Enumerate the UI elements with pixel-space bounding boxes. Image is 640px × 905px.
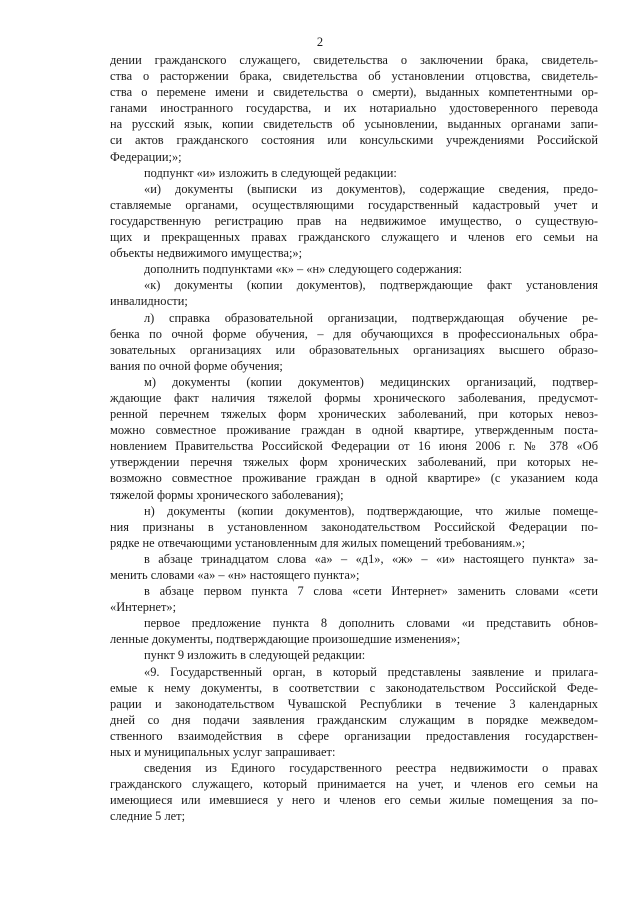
text-line: дней со дня подачи заявления гражданским служащим в порядке межведом- xyxy=(110,712,598,727)
text-line: ренной перечнем тяжелых форм хронических заболеваний, при которых невоз- xyxy=(110,407,598,422)
text-line: дополнить подпунктами «к» – «н» следующего содержания: xyxy=(144,262,463,277)
text-line: емые к нему документы, в соответствии с законодательством Российской Феде- xyxy=(110,680,598,695)
text-line: объекты недвижимого имущества;»; xyxy=(110,246,303,261)
text-line: первое предложение пункта 8 дополнить словами «и представить обнов- xyxy=(144,616,598,631)
text-line: инвалидности; xyxy=(110,294,188,309)
text-line: щих и прекращенных правах гражданского служащего и членов его семьи на xyxy=(110,230,598,245)
text-line: возможно совместное проживание граждан в одной квартире» (с указанием кода xyxy=(110,471,598,486)
text-line: н) документы (копии документов), подтверждающие, что жилые помеще- xyxy=(144,503,598,518)
text-line: тяжелой формы хронического заболевания); xyxy=(110,487,344,502)
text-line: бенка по очной форме обучения, – для обучающихся в профессиональных обра- xyxy=(110,326,598,341)
text-line: можно совместное проживание граждан в одной квартире, утвержденным поста- xyxy=(110,423,598,438)
text-line: имеющиеся или имевшиеся у него и членов его семьи жилые помещения за по- xyxy=(110,793,598,808)
text-line: м) документы (копии документов) медицинских организаций, подтвер- xyxy=(144,374,598,389)
text-line: си актов гражданского состояния или консульскими учреждениями Российской xyxy=(110,133,598,148)
text-line: ственного взаимодействия в сфере организации предоставления государствен- xyxy=(110,728,598,743)
text-line: на русский язык, копии свидетельств об усыновлении, выданных органами запи- xyxy=(110,117,598,132)
text-line: ставляемые органами, осуществляющими государственный кадастровый учет и xyxy=(110,197,598,212)
text-line: дении гражданского служащего, свидетельства о заключении брака, свидетель- xyxy=(110,53,598,67)
text-line: ства о перемене имени и свидетельства о смерти), выданных компетентными ор- xyxy=(110,85,598,100)
text-line: ния признаны в установленном законодательством Российской Федерации по- xyxy=(110,519,598,534)
text-line: зовательных организациях или образовательных организациях высшего образо- xyxy=(110,342,598,357)
text-line: л) справка образовательной организации, подтверждающая обучение ре- xyxy=(144,310,598,325)
text-line: менить словами «а» – «н» настоящего пункта»; xyxy=(110,568,360,582)
text-line: ных и муниципальных услуг запрашивает: xyxy=(110,745,336,760)
text-line: гражданского служащего, который принимается на учет, и членов его семьи на xyxy=(110,777,598,792)
body-text xyxy=(110,52,598,825)
text-line: ждающие факт наличия тяжелой формы хронического заболевания, предусмот- xyxy=(110,390,598,405)
text-line: «и) документы (выписки из документов), содержащие сведения, предо- xyxy=(144,181,598,196)
text-line: ганами иностранного государства, и их нотариально удостоверенного перевода xyxy=(110,101,598,116)
text-line: пункт 9 изложить в следующей редакции: xyxy=(144,648,366,663)
text-line: ленные документы, подтверждающие произошедшие изменения»; xyxy=(110,632,461,647)
text-line: рации и законодательством Чувашской Республики в течение 3 календарных xyxy=(110,696,598,711)
text-line: «к) документы (копии документов), подтверждающие факт установления xyxy=(144,278,598,293)
text-line: сведения из Единого государственного реестра недвижимости о правах xyxy=(144,761,598,776)
text-line: вания по очной форме обучения; xyxy=(110,358,283,373)
text-line: рядке не отвечающими установленным для жилых помещений требованиям.»; xyxy=(110,535,526,550)
text-line: подпункт «и» изложить в следующей редакции: xyxy=(144,165,397,180)
text-line: в абзаце первом пункта 7 слова «сети Интернет» заменить словами «сети xyxy=(144,584,598,599)
text-line: государственную регистрацию прав на недвижимое имущество, о существую- xyxy=(110,213,598,228)
text-line: «9. Государственный орган, в который представлены заявление и прилага- xyxy=(144,664,598,679)
text-line: следние 5 лет; xyxy=(110,809,186,824)
text-line: в абзаце тринадцатом слова «а» – «д1», «ж» – «и» настоящего пункта» за- xyxy=(144,551,598,566)
text-line: новлением Правительства Российской Федерации от 16 июня 2006 г. № 378 «Об xyxy=(110,439,598,454)
text-line: «Интернет»; xyxy=(110,600,177,615)
text-line: утверждении перечня тяжелых форм хронических заболеваний, при которых не- xyxy=(110,455,598,470)
text-line: ства о расторжении брака, свидетельства об установлении отцовства, свидетель- xyxy=(110,69,598,84)
page-number: 2 xyxy=(316,35,324,49)
text-line: Федерации;»; xyxy=(110,149,182,164)
